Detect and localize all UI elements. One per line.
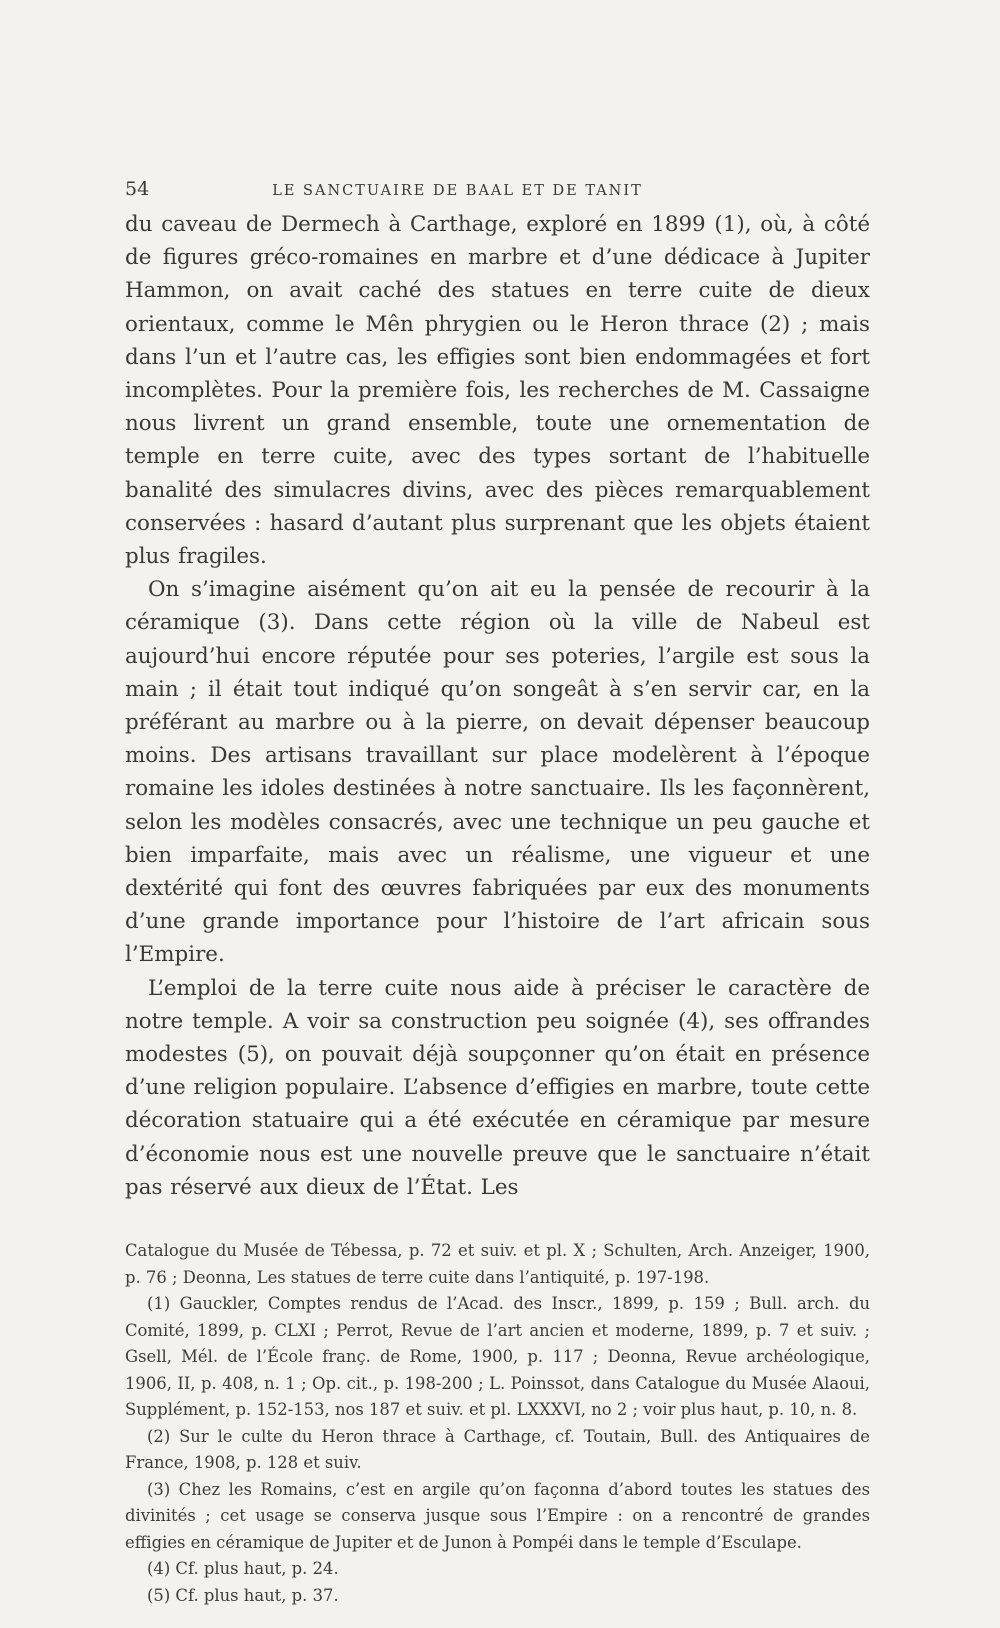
page-header	[125, 178, 870, 200]
main-text	[125, 208, 870, 1204]
footnote-4: (4) Cf. plus haut, p. 24.	[147, 1559, 339, 1579]
page-number: 54	[125, 178, 150, 200]
footnote-2: (2) Sur le culte du Heron thrace à Carthage, cf. Toutain, Bull. des Antiquaires de France, 1908, p. 128 et suiv.	[125, 1426, 870, 1473]
footnote-3: (3) Chez les Romains, c’est en argile qu’on façonna d’abord toutes les statues des divinités ; cet usage se conserva jusque sous l’Empire : on a rencontré de grandes effigies en céramique de Jupiter et de Junon à Pompéi dans le temple d’Esculape.	[125, 1479, 870, 1552]
footnote-1: (1) Gauckler, Comptes rendus de l’Acad. des Inscr., 1899, p. 159 ; Bull. arch. du Comité, 1899, p. CLXI ; Perrot, Revue de l’art ancien et moderne, 1899, p. 7 et suiv. ; Gsell, Mél. de l’École franç. de Rome, 1900, p. 117 ; Deonna, Revue archéologique, 1906, II, p. 408, n. 1 ; Op. cit., p. 198-200 ; L. Poinssot, dans Catalogue du Musée Alaoui, Supplément, p. 152-153, nos 187 et suiv. et pl. LXXXVI, no 2 ; voir plus haut, p. 10, n. 8.	[125, 1294, 870, 1420]
running-title: LE SANCTUAIRE DE BAAL ET DE TANIT	[272, 183, 643, 199]
paragraph-3: L’emploi de la terre cuite nous aide à préciser le caractère de notre temple. A voir sa construction peu soignée (4), ses offrandes modestes (5), on pouvait déjà soupçonner qu’on était en présence d’une religion populaire. L’absence d’effigies en marbre, toute cette décoration statuaire qui a été exécutée en céramique par mesure d’économie nous est une nouvelle preuve que le sanctuaire n’était pas réservé aux dieux de l’État. Les	[125, 975, 870, 1200]
paragraph-1: du caveau de Dermech à Carthage, exploré en 1899 (1), où, à côté de figures gréco-romaines en marbre et d’une dédicace à Jupiter Hammon, on avait caché des statues en terre cuite de dieux orientaux, comme le Mên phrygien ou le Heron thrace (2) ; mais dans l’un et l’autre cas, les effigies sont bien endommagées et fort incomplètes. Pour la première fois, les recherches de M. Cassaigne nous livrent un grand ensemble, toute une ornementation de temple en terre cuite, avec des types sortant de l’habituelle banalité des simulacres divins, avec des pièces remarquablement conservées : hasard d’autant plus surprenant que les objets étaient plus fragiles.	[125, 212, 870, 570]
footnote-5: (5) Cf. plus haut, p. 37.	[147, 1585, 339, 1605]
footnotes	[125, 1238, 870, 1609]
book-page	[125, 178, 870, 1605]
paragraph-2: On s’imagine aisément qu’on ait eu la pensée de recourir à la céramique (3). Dans cette région où la ville de Nabeul est aujourd’hui encore réputée pour ses poteries, l’argile est sous la main ; il était tout indiqué qu’on songeât à s’en servir car, en la préférant au marbre ou à la pierre, on devait dépenser beaucoup moins. Des artisans travaillant sur place modelèrent à l’époque romaine les idoles destinées à notre sanctuaire. Ils les façonnèrent, selon les modèles consacrés, avec une technique un peu gauche et bien imparfaite, mais avec un réalisme, une vigueur et une dextérité qui font des œuvres fabriquées par eux des monuments d’une grande importance pour l’histoire de l’art africain sous l’Empire.	[125, 577, 870, 968]
footnote-continuation: Catalogue du Musée de Tébessa, p. 72 et suiv. et pl. X ; Schulten, Arch. Anzeiger, 1900, p. 76 ; Deonna, Les statues de terre cuite dans l’antiquité, p. 197-198.	[125, 1241, 870, 1287]
